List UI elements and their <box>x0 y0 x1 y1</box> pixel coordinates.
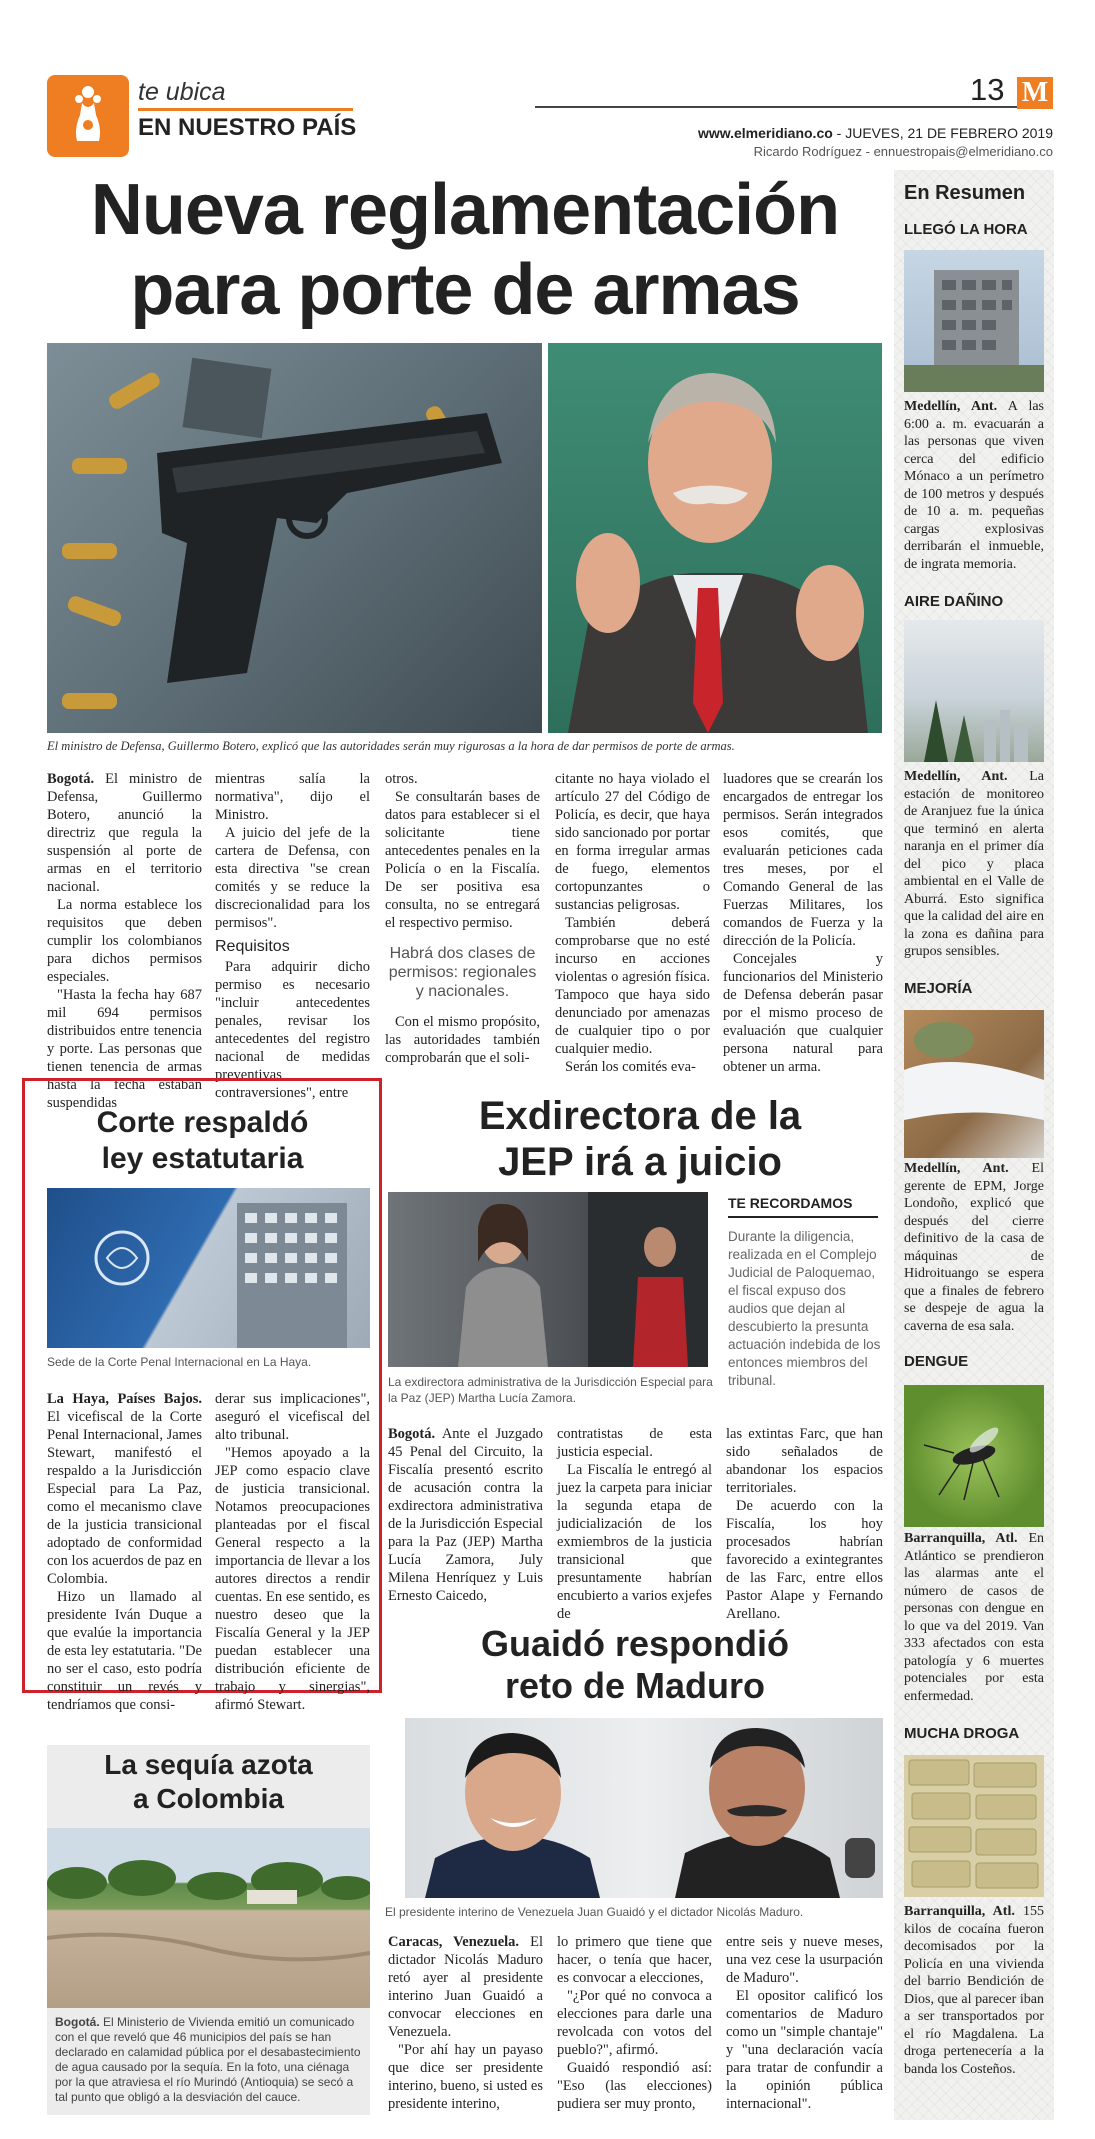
paragraph: También deberá comprobarse que no esté incurso en acciones violentas o agresión física. Tampoco que haya sido denunciado por amenazas de cualquier tipo o por cualquier medio. <box>555 915 710 1057</box>
paragraph: El dictador Nicolás Maduro retó ayer al presidente interino Juan Guaidó a convocar elecciones en Venezuela. <box>388 1934 543 2040</box>
paragraph: Ante el Juzgado 45 Penal del Circuito, la Fiscalía presentó escrito de acusación contra la exdirectora administrativa de la Jurisdicción Especial para la Paz (JEP) Martha Lucía Zamora, July Milena Henríquez y Luis Ernesto Caicedo, <box>388 1426 543 1604</box>
main-col-1 <box>47 770 202 1112</box>
dateline-place: Medellín, Ant. <box>904 1161 1009 1176</box>
paragraph: El gerente de EPM, Jorge Londoño, explicó que después del cierre definitivo de la casa de máquinas de Hidroituango se espera que a finales de febrero se despeje de agua la caverna de esa sala. <box>904 1161 1044 1334</box>
sidebar-photo-building <box>904 250 1044 392</box>
corte-col-2 <box>215 1390 370 1714</box>
zamora-photo <box>388 1192 708 1367</box>
pistol-illustration <box>47 343 542 733</box>
building-illustration <box>904 250 1044 392</box>
icc-photo <box>47 1188 370 1348</box>
main-col-5 <box>723 770 883 1076</box>
guaido-maduro-illustration <box>405 1718 883 1898</box>
sidebar-photo-city <box>904 620 1044 762</box>
recordamos-title: TE RECORDAMOS <box>728 1195 853 1211</box>
paragraph: Se consultarán bases de datos para establecer si el solicitante tiene antecedentes penales en la Policía o en la Fiscalía. De ser positiva esa consulta, no se entregará el respectivo permiso. <box>385 789 540 931</box>
sequia-headline-line1: La sequía azota <box>104 1749 313 1780</box>
sidebar-heading: DENGUE <box>904 1353 969 1370</box>
drug-packages-illustration <box>904 1755 1044 1897</box>
paragraph: A las 6:00 a. m. evacuarán a las personas que viven cerca del edificio Mónaco a un perímetro de 100 metros y después de 10 a. m. pequeñas cargas explosivas derribarán el inmueble, de ingrata memoria. <box>904 399 1044 572</box>
icc-building-illustration <box>47 1188 370 1348</box>
guaido-headline <box>395 1623 875 1707</box>
corte-headline-line2: ley estatutaria <box>101 1142 304 1175</box>
paragraph: Hizo un llamado al presidente Iván Duque a que evalúe la importancia de esta ley estatutaria. "De no ser el caso, esto podría constituir un revés y tendríamos que consi- <box>47 1589 202 1713</box>
jep-col-1 <box>388 1425 543 1605</box>
recordamos-rule <box>728 1216 878 1218</box>
dateline-place: La Haya, Países Bajos. <box>47 1391 202 1407</box>
section-name: EN NUESTRO PAÍS <box>138 114 357 141</box>
pistol-photo <box>47 343 542 733</box>
paragraph: Serán los comités eva- <box>565 1059 696 1075</box>
paragraph: Guaidó respondió así: "Eso (las elecciones) pudiera ser muy pronto, <box>557 2060 712 2112</box>
section-tagline: te ubica <box>138 78 226 106</box>
sidebar-text <box>904 1530 1044 1705</box>
zamora-illustration <box>388 1192 708 1367</box>
sidebar-heading: AIRE DAÑINO <box>904 593 1004 610</box>
page-number: 13 <box>970 72 1005 107</box>
paragraph: El opositor calificó los comentarios de Maduro como un "simple chantaje" y "una declaración vacía para tratar de confundir a la opinión pública internacional". <box>726 1988 883 2112</box>
sidebar-text <box>904 1160 1044 1335</box>
main-headline <box>40 170 890 330</box>
jep-caption: La exdirectora administrativa de la Jurisdicción Especial para la Paz (JEP) Martha Lucía Zamora. <box>388 1375 713 1405</box>
paragraph: La estación de monitoreo de Aranjuez fue la única que terminó en alerta naranja en el primer día del pico y placa ambiental en el Valle de Aburrá. Esto significa que la calidad del aire en la zona es dañina para grupos sensibles. <box>904 769 1044 959</box>
guaido-col-1 <box>388 1933 543 2113</box>
jep-col-2 <box>557 1425 712 1623</box>
guaido-headline-line2: reto de Maduro <box>504 1665 765 1706</box>
paragraph: De acuerdo con la Fiscalía, los hoy procesados habrían favorecido a exintegrantes de las Farc, entre ellos Pastor Alape y Fernando Arellano. <box>726 1498 883 1622</box>
dateline-place: Barranquilla, Atl. <box>904 1904 1015 1919</box>
guaido-col-2 <box>557 1933 712 2113</box>
paragraph: lo primero que tiene que hacer, o tenía que hacer, es convocar a elecciones, <box>557 1934 712 1986</box>
dateline-place: Caracas, Venezuela. <box>388 1934 520 1950</box>
main-col-2 <box>215 770 370 1102</box>
brand-logo: M <box>1017 77 1053 109</box>
guaido-caption: El presidente interino de Venezuela Juan Guaidó y el dictador Nicolás Maduro. <box>385 1905 804 1919</box>
sidebar-photo-drugs <box>904 1755 1044 1897</box>
main-headline-line2: para porte de armas <box>130 250 800 330</box>
jep-headline-line1: Exdirectora de la <box>478 1094 802 1138</box>
drought-illustration <box>47 1828 370 2008</box>
jep-headline-line2: JEP irá a juicio <box>498 1140 782 1184</box>
sidebar-title: En Resumen <box>904 182 1026 204</box>
main-headline-line1: Nueva reglamentación <box>90 170 840 250</box>
figurine-icon <box>69 85 107 147</box>
paragraph: Concejales y funcionarios del Ministerio de Defensa deberán pasar por el mismo proceso de evaluación que cualquier persona natural para obtener un arma. <box>723 951 883 1075</box>
website-link[interactable]: www.elmeridiano.co <box>697 125 833 141</box>
sequia-headline <box>47 1748 370 1816</box>
header-rule <box>535 106 1020 108</box>
dateline-place: Medellín, Ant. <box>904 769 1008 784</box>
drought-photo <box>47 1828 370 2008</box>
corte-caption: Sede de la Corte Penal Internacional en La Haya. <box>47 1355 312 1369</box>
paragraph: las extintas Farc, que han sido señalados de abandonar los espacios territoriales. <box>726 1426 883 1496</box>
main-col-4 <box>555 770 710 1076</box>
paragraph: "Hemos apoyado a la JEP como espacio clave de justicia transicional. Notamos preocupaciones planteadas por el fiscal General respecto a la importancia de llevar a los autores directos a rendir cuentas. En ese sentido, es nuestro deseo que la Fiscalía General y la JEP puedan establecer una distribución eficiente de trabajo y sinergias", afirmó Stewart. <box>215 1445 370 1713</box>
paragraph: A juicio del jefe de la cartera de Defensa, con esta directiva "se crean comités y se reduce la discrecionalidad para los permisos". <box>215 825 370 931</box>
recordamos-text: Durante la diligencia, realizada en el Complejo Judicial de Paloquemao, el fiscal expuso dos audios que dejan al descubierto la presunta actuación indebida de los entonces miembros del tribunal. <box>728 1229 881 1388</box>
corte-headline <box>40 1105 365 1177</box>
sequia-headline-line2: a Colombia <box>133 1783 284 1814</box>
paragraph: El Ministerio de Vivienda emitió un comunicado con el que reveló que 46 municipios del país se han declarado en calamidad pública por el desabastecimiento de agua causado por la sequía. En la foto, una ciénaga por la que atraviesa el río Murindó (Antioquia) se secó a tal punto que obligó a la desviación del cauce. <box>55 2015 361 2104</box>
paragraph: "Por ahí hay un payaso que dice ser presidente interino, bueno, si usted es presidente interino, <box>388 2042 543 2112</box>
paragraph: luadores que se crearán los encargados de entregar los permisos. Serán integrados esos comités, que evaluarán peticiones cada tres meses, por el Comando General de las Fuerzas Militares, los comandos de Fuerza y la dirección de la Policía. <box>723 771 883 949</box>
paragraph: "Hasta la fecha hay 687 mil 694 permisos distribuidos entre tenencia y porte. Las personas que tienen tenencia de armas hasta la fecha estaban suspendidas <box>47 987 202 1111</box>
section-rule <box>138 108 353 111</box>
main-caption: El ministro de Defensa, Guillermo Botero, explicó que las autoridades serán muy rigurosas a la hora de dar permisos de porte de armas. <box>47 739 735 753</box>
jep-headline <box>390 1093 890 1185</box>
dateline-place: Medellín, Ant. <box>904 399 998 414</box>
paragraph: La norma establece los requisitos que deben cumplir los colombianos para dichos permisos especiales. <box>47 897 202 985</box>
subhead: Requisitos <box>215 938 290 955</box>
corte-headline-line1: Corte respaldó <box>96 1106 309 1139</box>
guaido-maduro-photo <box>405 1718 883 1898</box>
sidebar-photo-dam <box>904 1010 1044 1158</box>
pull-quote: Habrá dos clases de permisos: regionales y nacionales. <box>388 945 537 1000</box>
guaido-col-3 <box>726 1933 883 2113</box>
paragraph: citante no haya violado el artículo 27 del Código de Policía, es decir, que haya sido sancionado por portar en forma irregular armas de fuego, elementos cortopunzantes o sustancias peligrosas. <box>555 771 710 913</box>
issue-date: - JUEVES, 21 DE FEBRERO 2019 <box>832 125 1053 141</box>
dateline-place: Bogotá. <box>55 2015 100 2029</box>
sidebar-text <box>904 768 1044 961</box>
paragraph: En Atlántico se prendieron las alarmas ante el número de casos de personas con dengue en lo que va del 2019. Van 333 afectados con esta patología y 6 muertes potenciales por esta enfermedad. <box>904 1531 1044 1704</box>
sidebar-heading: MUCHA DROGA <box>904 1725 1020 1742</box>
sidebar-photo-mosquito <box>904 1385 1044 1527</box>
sidebar-text <box>904 1903 1044 2078</box>
paragraph: El ministro de Defensa, Guillermo Botero, anunció la directriz que regula la suspensión al porte de armas en el territorio nacional. <box>47 771 202 895</box>
paragraph: entre seis y nueve meses, una vez cese la usurpación de Maduro". <box>726 1934 883 1986</box>
sidebar-heading: LLEGÓ LA HORA <box>904 221 1028 238</box>
paragraph: 155 kilos de cocaína fueron decomisados por la Policía en una vivienda del barrio Bendición de Dios, que al parecer iban a ser transportados por el río Magdalena. La droga pertenecería a la banda los Costeños. <box>904 1904 1044 2077</box>
mosquito-illustration <box>904 1385 1044 1527</box>
sidebar-heading: MEJORÍA <box>904 980 973 997</box>
corte-col-1 <box>47 1390 202 1714</box>
paragraph: contratistas de esta justicia especial. <box>557 1426 712 1460</box>
minister-photo <box>548 343 882 733</box>
city-haze-illustration <box>904 620 1044 762</box>
dateline-place: Bogotá. <box>388 1426 436 1442</box>
dateline <box>698 125 1053 141</box>
paragraph: Con el mismo propósito, las autoridades también comprobarán que el soli- <box>385 1014 540 1066</box>
paragraph: mientras salía la normativa", dijo el Ministro. <box>215 771 370 823</box>
paragraph: otros. <box>385 771 418 787</box>
byline: Ricardo Rodríguez - ennuestropais@elmeridiano.co <box>753 144 1053 159</box>
sequia-text <box>55 2015 365 2105</box>
main-col-3 <box>385 770 540 1067</box>
dam-water-illustration <box>904 1010 1044 1158</box>
paragraph: Para adquirir dicho permiso es necesario "incluir antecedentes penales, revisar los antecedentes del registro nacional de medidas preventivas contraversiones", entre <box>215 959 370 1101</box>
paragraph: "¿Por qué no convoca a elecciones para darle una revolcada con votos del pueblo?", afirmó. <box>557 1988 712 2058</box>
minister-illustration <box>548 343 882 733</box>
section-logo <box>47 75 129 157</box>
paragraph: El vicefiscal de la Corte Penal Internacional, James Stewart, manifestó el respaldo a la Jurisdicción Especial para La Paz, como el mecanismo clave de la justicia transicional adoptado de conformidad con los acuerdos de paz en Colombia. <box>47 1409 203 1587</box>
paragraph: La Fiscalía le entregó al juez la carpeta para iniciar la segunda etapa de judicialización de los exmiembros de la justicia transicional que presuntamente habrían encubierto a varios exjefes de <box>557 1462 712 1622</box>
jep-col-3 <box>726 1425 883 1623</box>
dateline-place: Bogotá. <box>47 771 95 787</box>
paragraph: derar sus implicaciones", aseguró el vicefiscal del alto tribunal. <box>215 1391 370 1443</box>
sidebar-text <box>904 398 1044 573</box>
dateline-place: Barranquilla, Atl. <box>904 1531 1018 1546</box>
guaido-headline-line1: Guaidó respondió <box>480 1623 789 1664</box>
